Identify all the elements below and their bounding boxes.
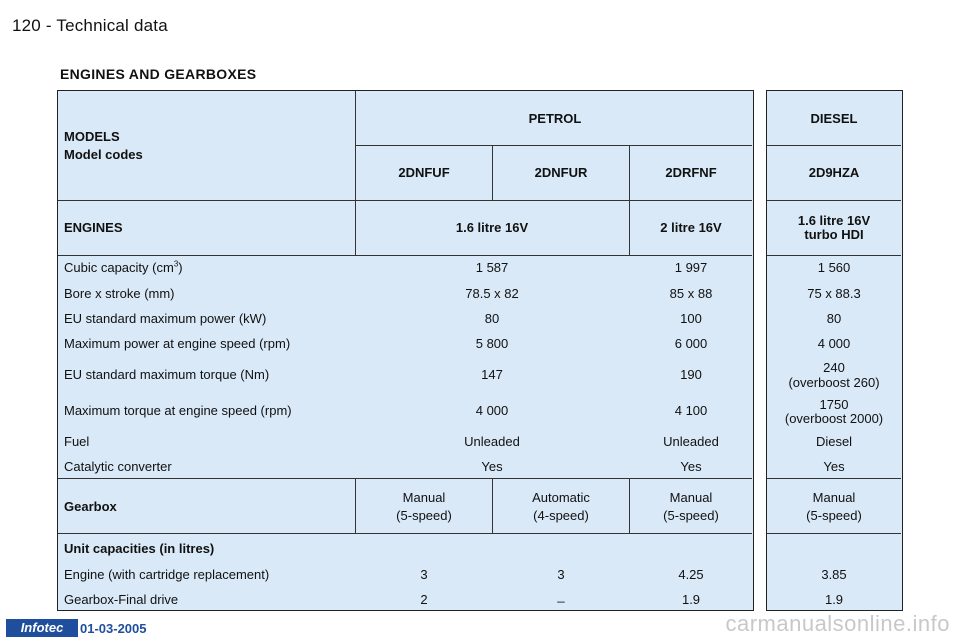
- capacity-label: Engine (with cartridge replacement): [64, 567, 270, 582]
- gearbox-speeds: (4-speed): [533, 508, 589, 523]
- spec-value: 80: [826, 311, 842, 326]
- divider: [767, 533, 901, 534]
- spec-value: 240: [823, 360, 845, 375]
- divider: [767, 145, 901, 146]
- spec-label: Maximum torque at engine speed (rpm): [64, 403, 292, 418]
- divider: [767, 255, 901, 256]
- engine-name: turbo HDI: [804, 227, 864, 242]
- spec-value: 78.5 x 82: [465, 286, 519, 301]
- footer-date: 01-03-2005: [80, 621, 147, 636]
- model-code: 2DRFNF: [665, 165, 717, 180]
- gearbox-type: Manual: [402, 490, 446, 505]
- capacity-value: 2: [420, 592, 428, 607]
- spec-value: 5 800: [475, 336, 509, 351]
- spec-label: EU standard maximum power (kW): [64, 311, 267, 326]
- spec-value: Unleaded: [663, 434, 719, 449]
- spec-value: 147: [481, 367, 503, 382]
- spec-value: Unleaded: [464, 434, 520, 449]
- infotec-logo: Infotec: [6, 619, 78, 637]
- petrol-table: [57, 90, 754, 611]
- divider: [355, 91, 356, 255]
- spec-value: 4 100: [674, 403, 708, 418]
- spec-value: Diesel: [815, 434, 853, 449]
- spec-value: 100: [680, 311, 702, 326]
- spec-value: 75 x 88.3: [807, 286, 861, 301]
- divider: [492, 145, 493, 200]
- gearbox-speeds: (5-speed): [806, 508, 862, 523]
- divider: [767, 200, 901, 201]
- divider: [355, 478, 356, 533]
- capacity-value: 1.9: [824, 592, 844, 607]
- divider: [629, 145, 630, 255]
- model-code: 2DNFUR: [534, 165, 588, 180]
- spec-note: (overboost 260): [788, 375, 880, 390]
- engine-name: 1.6 litre 16V: [797, 213, 871, 228]
- divider: [492, 478, 493, 533]
- gearbox-type: Automatic: [532, 490, 590, 505]
- spec-label: Fuel: [64, 434, 90, 449]
- spec-value: Yes: [680, 459, 702, 474]
- spec-value: 1 560: [817, 260, 851, 275]
- gearbox-label: Gearbox: [64, 499, 117, 514]
- capacity-value: 3: [557, 567, 565, 582]
- model-code: 2D9HZA: [808, 165, 860, 180]
- gearbox-speeds: (5-speed): [396, 508, 452, 523]
- divider: [355, 145, 752, 146]
- spec-value: 6 000: [674, 336, 708, 351]
- spec-value: 1750: [819, 397, 849, 412]
- spec-value: 4 000: [475, 403, 509, 418]
- page-header: 120 - Technical data: [12, 16, 168, 35]
- spec-note: (overboost 2000): [784, 411, 884, 426]
- spec-value: 1 587: [475, 260, 509, 275]
- spec-label: Bore x stroke (mm): [64, 286, 175, 301]
- capacity-value: _: [557, 588, 565, 603]
- capacity-value: 1.9: [681, 592, 701, 607]
- gearbox-type: Manual: [669, 490, 713, 505]
- engine-name: 2 litre 16V: [660, 220, 722, 235]
- divider: [767, 478, 901, 479]
- engines-label: ENGINES: [64, 220, 123, 235]
- model-codes-label: Model codes: [64, 147, 143, 162]
- spec-value: 190: [680, 367, 702, 382]
- model-code: 2DNFUF: [398, 165, 450, 180]
- engine-name: 1.6 litre 16V: [455, 220, 529, 235]
- spec-label: Catalytic converter: [64, 459, 172, 474]
- diesel-label: DIESEL: [810, 111, 858, 126]
- spec-label: EU standard maximum torque (Nm): [64, 367, 270, 382]
- capacities-label: Unit capacities (in litres): [64, 541, 215, 556]
- models-label: MODELS: [64, 129, 120, 144]
- divider: [58, 478, 752, 479]
- petrol-label: PETROL: [528, 111, 582, 126]
- capacity-label: Gearbox-Final drive: [64, 592, 179, 607]
- capacity-value: 3: [420, 567, 428, 582]
- capacity-value: 4.25: [678, 567, 704, 582]
- spec-label: Cubic capacity $(cm^3)$: [64, 259, 183, 275]
- divider: [58, 533, 752, 534]
- spec-value: Yes: [823, 459, 845, 474]
- divider: [58, 200, 752, 201]
- spec-value: 85 x 88: [669, 286, 713, 301]
- spec-value: Yes: [481, 459, 503, 474]
- spec-value: 4 000: [817, 336, 851, 351]
- diesel-table: [766, 90, 903, 611]
- spec-label: Maximum power at engine speed (rpm): [64, 336, 291, 351]
- spec-value: 1 997: [674, 260, 708, 275]
- divider: [629, 478, 630, 533]
- gearbox-type: Manual: [812, 490, 856, 505]
- section-title: ENGINES AND GEARBOXES: [60, 66, 257, 82]
- spec-value: 80: [484, 311, 500, 326]
- divider: [58, 255, 752, 256]
- gearbox-speeds: (5-speed): [663, 508, 719, 523]
- watermark: carmanualsonline.info: [725, 611, 950, 636]
- capacity-value: 3.85: [821, 567, 847, 582]
